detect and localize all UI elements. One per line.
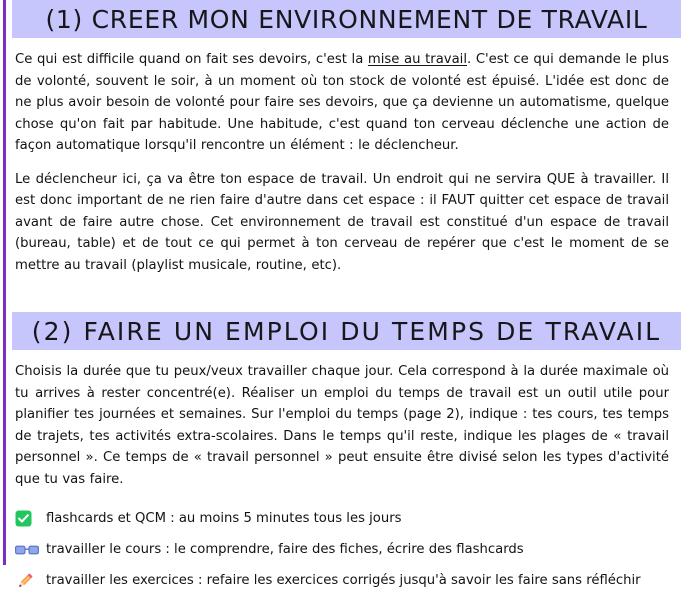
spacer — [12, 490, 671, 503]
green-check-box-icon — [15, 510, 46, 527]
section-1-heading-text: (1) CREER MON ENVIRONNEMENT DE TRAVAIL — [45, 4, 648, 34]
list-item-label: flashcards et QCM : au moins 5 minutes tous les jours — [46, 511, 402, 526]
section-1-paragraph-2: Le déclencheur ici, ça va être ton espace de travail. Un endroit qui ne servira QUE à travailler. Il est donc important de ne rien faire d'autre dans cet espace : il FAUT quitter cet espace de travail avant de faire autre chose. Cet environnement de travail est constitué d'un espace de travail (bureau, table) et de tout ce qui permet à ton cerveau de repérer que c'est le moment de se mettre au travail (playlist musicale, routine, etc). — [15, 171, 669, 273]
list-item — [15, 534, 669, 565]
spacer — [12, 350, 671, 361]
list-item-label: travailler les exercices : refaire les exercices corrigés jusqu'à savoir les faire sans réfléchir — [46, 573, 641, 588]
section-1-paragraph-1 — [12, 49, 671, 157]
section-2-paragraph-1: Choisis la durée que tu peux/veux travailler chaque jour. Cela correspond à la durée maximale où tu arrives à rester concentré(e). Réaliser un emploi du temps de travail est un outil utile pour planifier tes journées et semaines. Sur l'emploi du temps (page 2), indique : tes cours, tes temps de trajets, tes activités extra-scolaires. Dans le temps qu'il reste, indique les plages de « travail personnel ». Ce temps de « travail personnel » peut ensuite être divisé selon les types d'activité que tu vas faire. — [15, 364, 669, 487]
paragraph-1-text-before-link: Ce qui est difficile quand on fait ses devoirs, c'est la — [15, 52, 368, 67]
paragraph-1-text-after-link: . C'est ce qui demande le plus de volonté, souvent le soir, à un moment où ton stock de volonté est épuisé. L'idée est donc de ne plus avoir besoin de volonté pour faire ses devoirs, que ça devienne un automatisme, quelque chose qu'on fait par habitude. Une habitude, c'est quand ton cerveau déclenche une action de façon automatique lorsqu'il rencontre un élément : le déclencheur. — [15, 52, 669, 153]
spacer — [12, 276, 671, 312]
pencil-icon — [15, 571, 46, 591]
paragraph-1-underlined-phrase: mise au travail — [367, 52, 467, 67]
section-2-heading-band — [12, 312, 681, 350]
list-item — [15, 503, 669, 534]
activity-list — [12, 503, 671, 596]
section-1-heading-band — [12, 0, 681, 38]
spacer — [12, 38, 671, 49]
section-2-heading-text: (2) FAIRE UN EMPLOI DU TEMPS DE TRAVAIL — [31, 316, 662, 346]
eyeglasses-icon — [15, 543, 46, 557]
list-item-label: travailler le cours : le comprendre, faire des fiches, écrire des flashcards — [46, 542, 524, 557]
list-item — [15, 565, 669, 596]
spacer — [12, 157, 671, 169]
